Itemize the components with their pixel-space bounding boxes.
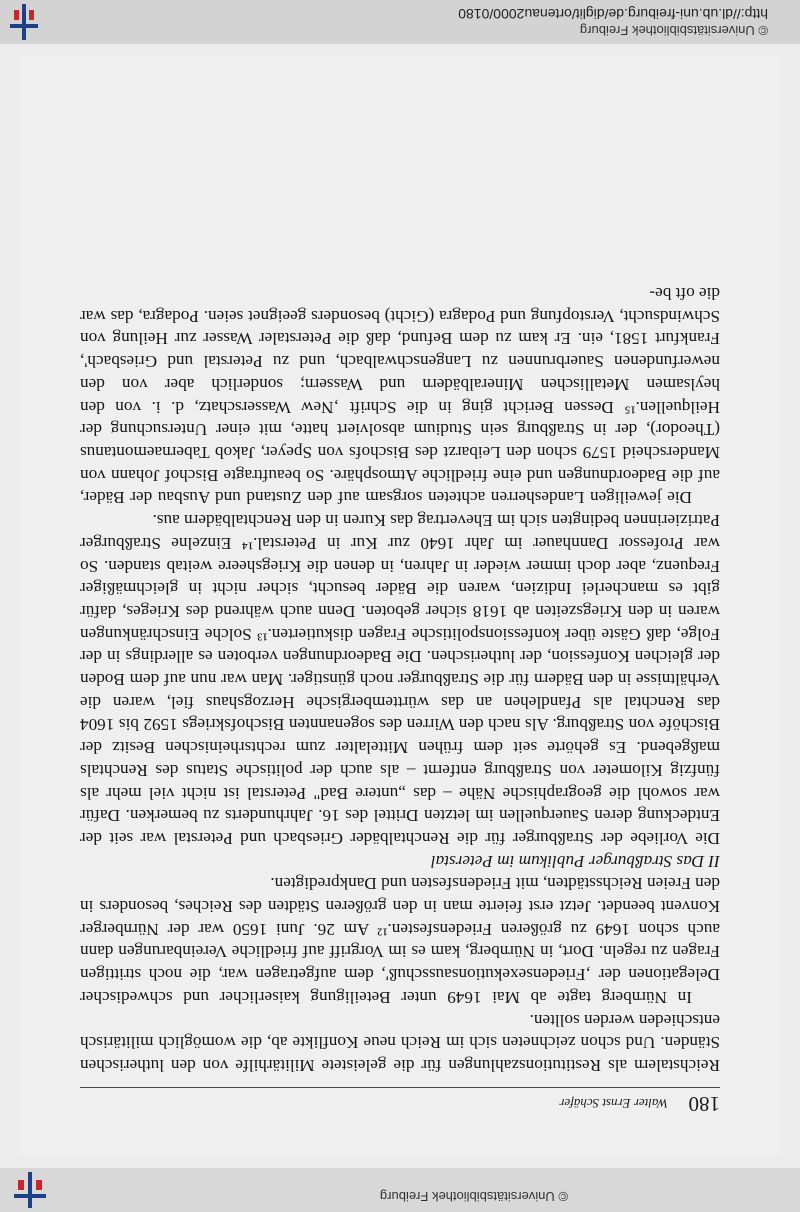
paragraph-4: Die jeweiligen Landesherren achteten sorgsam auf den Zustand und Ausbau der Bäder, auf die Badeordnungen und eine friedliche Atmosphäre. So beauftragte Bischof Johann von Manderscheid 1579 schon den Leibarzt des Bischofs von Speyer, Jakob Tabernaemontanus (Theodor), der in Straßburg sein Studium absolviert hatte, mit einer Untersuchung der Heilquellen.¹⁵ Dessen Bericht ging in die Schrift ‚New Wasserschatz, d. i. von den heylsamen Metallischen Mineralbädern und Wassern; sonderlich aber von den newerfundenen Sauerbrunnen zu Langenschwalbach, und zu Peterstal und Griesbach', Frankfurt 1581, ein. Er kam zu dem Befund, daß die Peterstaler Wasser zur Heilung von Schwindsucht, Verstopfung und Podagra (Gicht) besonders geeignet seien. Podagra, das war die oft be- (80, 284, 720, 508)
page-number: 180 (688, 1092, 720, 1116)
footer-library-credit: © Universitätsbibliothek Freiburg (579, 23, 768, 38)
paragraph-1: Reichstalern als Restitutionszahlungen für die geleistete Militärhilfe von den lutherischen Ständen. Und schon zeichneten sich im Reich neue Konflikte ab, die womöglich militärisch entschieden werden sollten. (80, 1010, 720, 1075)
paragraph-3: Die Vorliebe der Straßburger für die Renchtalbäder Griesbach und Peterstal war seit der Entdeckung deren Sauerquellen im letzten Drittel des 16. Jahrhunderts zu bemerken. Dafür war sowohl die geographische Nähe – das „untere Bad" Peterstal ist nicht viel mehr als fünfzig Kilometer von Straßburg entfernt – als auch der politische Status des Renchtals maßgebend. Es gehörte seit dem frühen Mittelalter zum rechtsrheinischen Besitz der Bischöfe von Straßburg. Als nach den Wirren des sogenannten Bischofskriegs 1592 bis 1604 das Renchtal als Pfandlehen an das württembergische Herzogshaus fiel, waren die Verhältnisse in den Bädern für die Straßburger noch günstiger. Man war nun auf dem Boden der gleichen Konfession, der lutherischen. Die Badeordnungen verboten es allerdings in der Folge, daß Gäste über konfessionspolitische Fragen diskutierten.¹³ Solche Einschränkungen waren in den Kriegszeiten ab 1618 sicher geboten. Denn auch während des Krieges, dafür gibt es mancherlei Indizien, waren die Bäder besucht, sicher nicht in gleichmäßiger Frequenz, aber doch immer wieder in Jahren, in denen die Kriegsheere weitab standen. So war Professor Dannhauer im Jahr 1640 zur Kur in Peterstal.¹⁴ Einzelne Straßburger Patrizierinnen bedingten sich im Ehevertrag das Kuren in den Renchtalbädern aus. (80, 511, 720, 848)
document-page (20, 56, 780, 1156)
running-author: Walter Ernst Schäfer (559, 1096, 668, 1111)
source-url[interactable]: http://dl.ub.uni-freiburg.de/diglit/ortenau2000/0180 (458, 6, 768, 22)
library-credit: © Universitätsbibliothek Freiburg (379, 1189, 568, 1204)
university-logo-icon (10, 1172, 50, 1208)
body-text (80, 281, 720, 1076)
university-logo-small-icon (8, 4, 40, 40)
section-heading: II Das Straßburger Publikum im Peterstal (430, 851, 720, 871)
footer-bar (0, 0, 800, 44)
running-header (80, 1087, 720, 1120)
paragraph-2: In Nürnberg tagte ab Mai 1649 unter Beteiligung kaiserlicher und schwedischer Delegationen der ‚Friedensexekutionsausschuß', dem aufgetragen war, die noch strittigen Fragen zu regeln. Dort, in Nürnberg, kam es im Vorgriff auf friedliche Vereinbarungen dann auch schon 1649 zu größeren Friedensfesten.¹² Am 26. Juni 1650 war der Nürnberger Konvent beendet. Jetzt erst feierte man in den größeren Städten des Reiches, besonders in den Freien Reichsstädten, mit Friedensfesten und Dankpredigten. (80, 874, 720, 1007)
header-bar (0, 1168, 800, 1212)
